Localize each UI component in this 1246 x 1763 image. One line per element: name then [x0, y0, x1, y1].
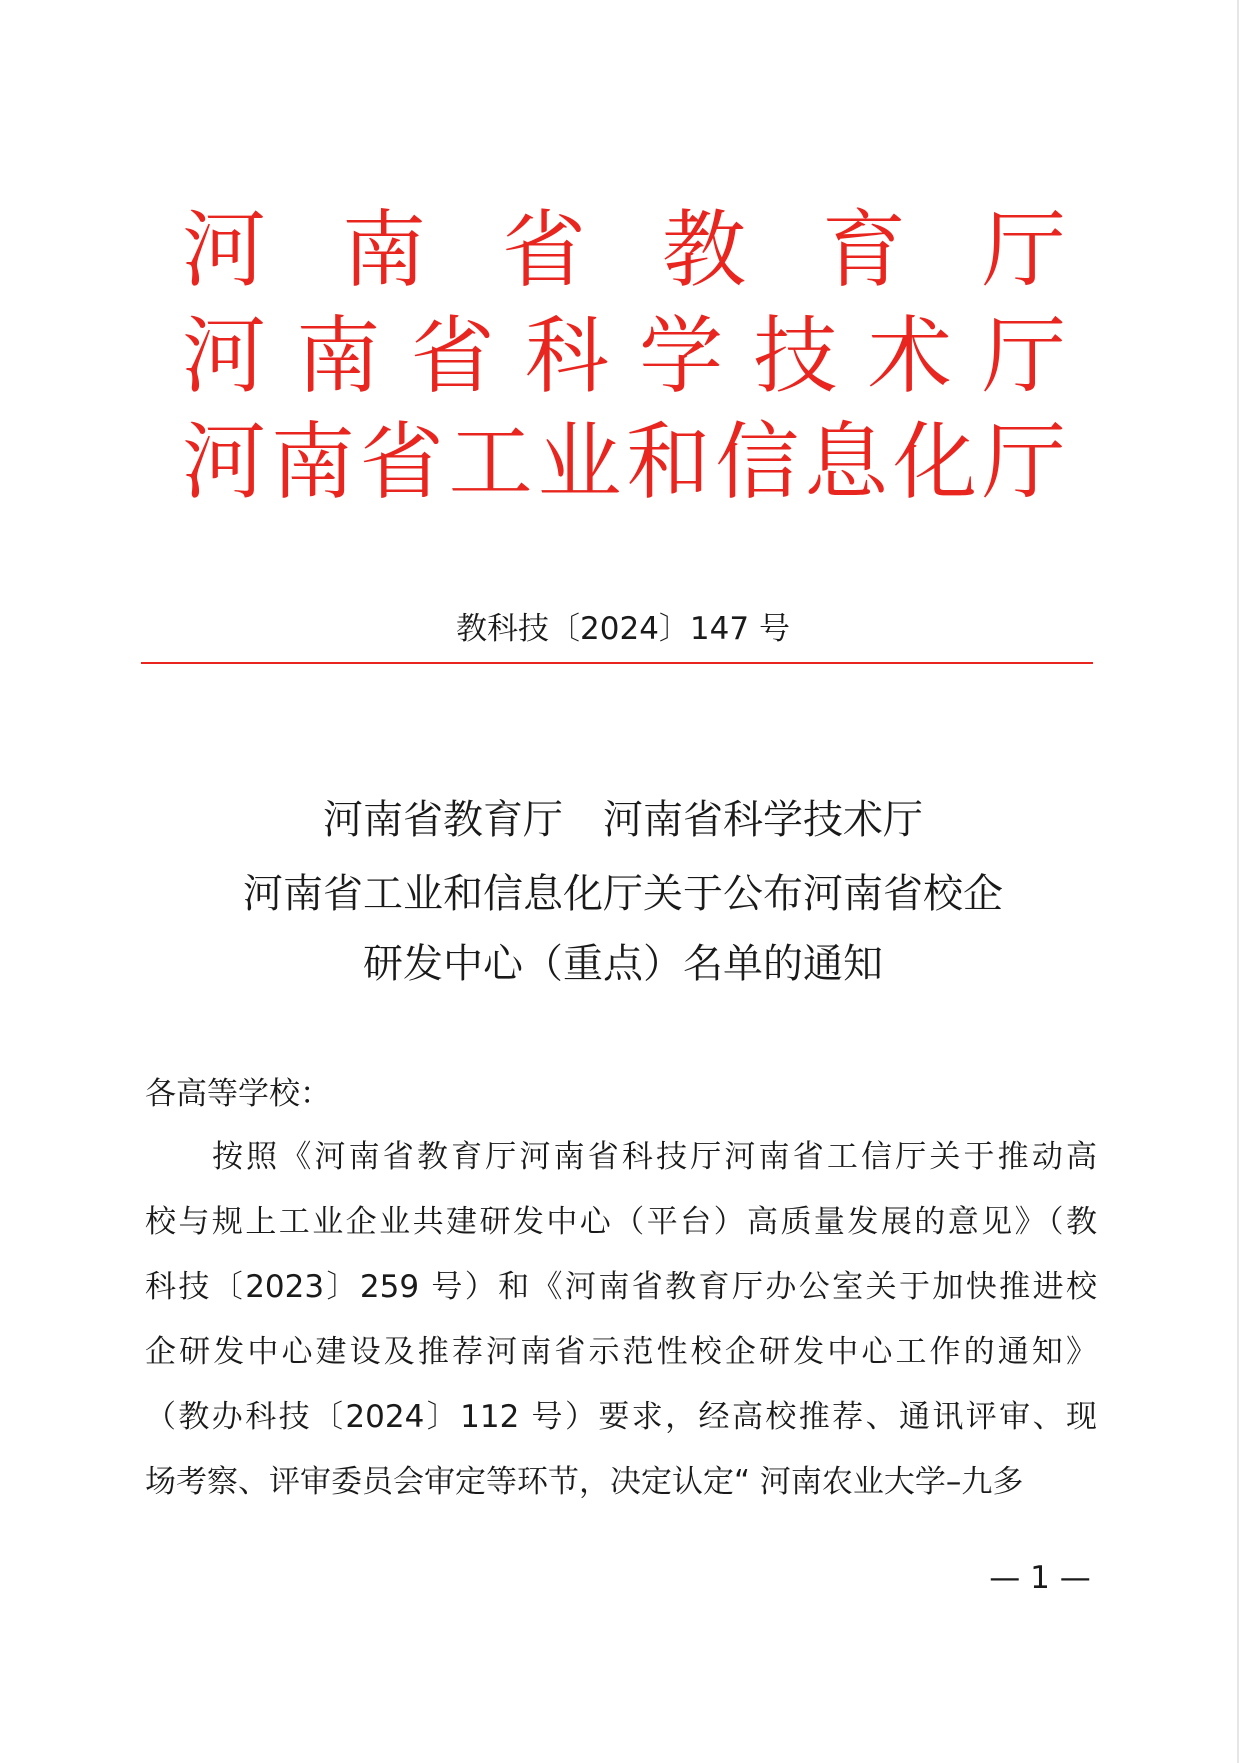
document-title-line-2: 河南省工业和信息化厅关于公布河南省校企	[243, 871, 1003, 917]
document-title-line-3: 研发中心（重点）名单的通知	[363, 941, 883, 987]
issuer-char: 科	[524, 307, 609, 405]
issuer-char: 河	[182, 413, 267, 511]
issuer-char: 息	[804, 413, 889, 511]
issuer-char: 学	[639, 307, 724, 405]
issuer-char: 省	[410, 307, 495, 405]
issuer-char: 业	[537, 413, 622, 511]
issuer-char: 南	[270, 413, 355, 511]
body-text-line: 校与规上工业企业共建研发中心（平台）高质量发展的意见》（教	[145, 1204, 1097, 1240]
issuer-char: 厅	[981, 201, 1066, 299]
issuer-char: 化	[893, 413, 978, 511]
document-number: 教科技〔2024〕147 号	[456, 611, 790, 647]
red-divider	[141, 662, 1093, 664]
issuer-char: 河	[182, 201, 267, 299]
issuer-char: 育	[821, 201, 906, 299]
document-title-line-1: 河南省教育厅 河南省科学技术厅	[323, 797, 923, 843]
body-text-line: 企研发中心建设及推荐河南省示范性校企研发中心工作的通知》	[145, 1334, 1097, 1370]
issuer-char: 厅	[981, 307, 1066, 405]
issuer-char: 教	[661, 201, 746, 299]
issuer-char: 南	[341, 201, 426, 299]
issuer-char: 信	[715, 413, 800, 511]
issuer-char: 术	[867, 307, 952, 405]
issuer-line-industry	[182, 412, 1066, 512]
body-text-line: 场考察、评审委员会审定等环节，决定认定“ 河南农业大学–九多	[145, 1464, 1024, 1500]
body-text-line: （教办科技〔2024〕112 号）要求，经高校推荐、通讯评审、现	[145, 1399, 1097, 1435]
issuer-char: 厅	[981, 413, 1066, 511]
issuer-line-science	[182, 306, 1066, 406]
issuer-line-education	[182, 200, 1066, 300]
issuer-char: 南	[296, 307, 381, 405]
page-number: — 1 —	[989, 1560, 1091, 1596]
issuer-char: 省	[359, 413, 444, 511]
issuer-char: 技	[753, 307, 838, 405]
issuer-char: 省	[501, 201, 586, 299]
issuer-char: 工	[448, 413, 533, 511]
issuer-char: 和	[626, 413, 711, 511]
salutation: 各高等学校：	[145, 1076, 331, 1112]
body-text-line: 按照《河南省教育厅河南省科技厅河南省工信厅关于推动高	[212, 1139, 1097, 1175]
issuer-char: 河	[182, 307, 267, 405]
body-text-line: 科技〔2023〕259 号）和《河南省教育厅办公室关于加快推进校	[145, 1269, 1097, 1305]
